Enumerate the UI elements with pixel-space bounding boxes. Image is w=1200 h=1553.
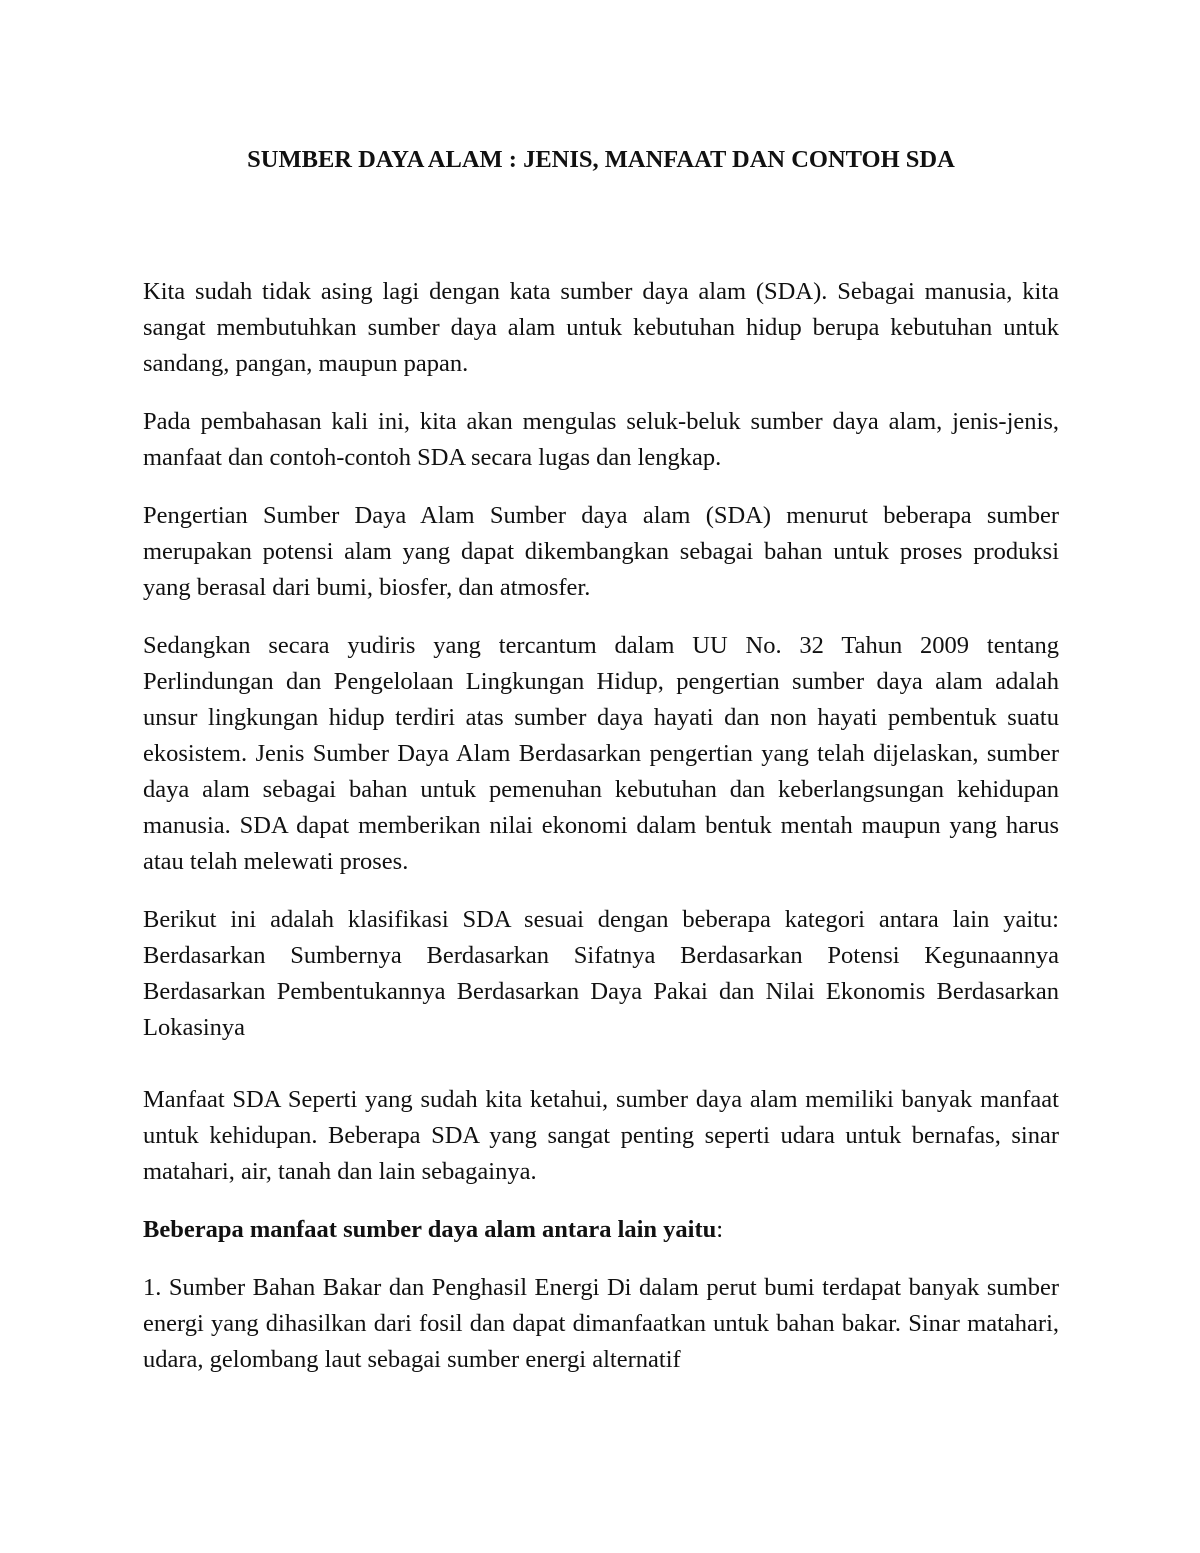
paragraph-benefits: Manfaat SDA Seperti yang sudah kita ketahui, sumber daya alam memiliki banyak manfaat untuk kehidupan. Beberapa SDA yang sangat penting seperti udara untuk bernafas, sinar matahari, air, tanah dan lain sebagainya. (143, 1086, 1059, 1185)
subheading-text: Beberapa manfaat sumber daya alam antara lain yaitu (143, 1216, 717, 1243)
document-title: SUMBER DAYA ALAM : JENIS, MANFAAT DAN CONTOH SDA (247, 146, 955, 173)
paragraph-legal-definition: Sedangkan secara yudiris yang tercantum dalam UU No. 32 Tahun 2009 tentang Perlindungan dan Pengelolaan Lingkungan Hidup, pengertian sumber daya alam adalah unsur lingkungan hidup terdiri atas sumber daya hayati dan non hayati pembentuk suatu ekosistem. Jenis Sumber Daya Alam Berdasarkan pengertian yang telah dijelaskan, sumber daya alam sebagai bahan untuk pemenuhan kebutuhan dan keberlangsungan kehidupan manusia. SDA dapat memberikan nilai ekonomi dalam bentuk mentah maupun yang harus atau telah melewati proses. (143, 632, 1059, 875)
document-body (143, 142, 1059, 1400)
paragraph-intro: Kita sudah tidak asing lagi dengan kata sumber daya alam (SDA). Sebagai manusia, kita sangat membutuhkan sumber daya alam untuk kebutuhan hidup berupa kebutuhan untuk sandang, pangan, maupun papan. (143, 278, 1059, 377)
benefits-subheading (143, 1212, 1059, 1248)
paragraph-overview: Pada pembahasan kali ini, kita akan mengulas seluk-beluk sumber daya alam, jenis-jenis, manfaat dan contoh-contoh SDA secara lugas dan lengkap. (143, 408, 1059, 471)
blank-line (143, 1046, 1059, 1082)
list-item: 1. Sumber Bahan Bakar dan Penghasil Energi Di dalam perut bumi terdapat banyak sumber energi yang dihasilkan dari fosil dan dapat dimanfaatkan untuk bahan bakar. Sinar matahari, udara, gelombang laut sebagai sumber energi alternatif (143, 1274, 1059, 1373)
paragraph-classification: Berikut ini adalah klasifikasi SDA sesuai dengan beberapa kategori antara lain yaitu: Berdasarkan Sumbernya Berdasarkan Sifatnya Berdasarkan Potensi Kegunaannya Berdasarkan Pembentukannya Berdasarkan Daya Pakai dan Nilai Ekonomis Berdasarkan Lokasinya (143, 906, 1059, 1041)
subheading-colon: : (716, 1216, 724, 1243)
paragraph-definition: Pengertian Sumber Daya Alam Sumber daya alam (SDA) menurut beberapa sumber merupakan potensi alam yang dapat dikembangkan sebagai bahan untuk proses produksi yang berasal dari bumi, biosfer, dan atmosfer. (143, 502, 1059, 601)
